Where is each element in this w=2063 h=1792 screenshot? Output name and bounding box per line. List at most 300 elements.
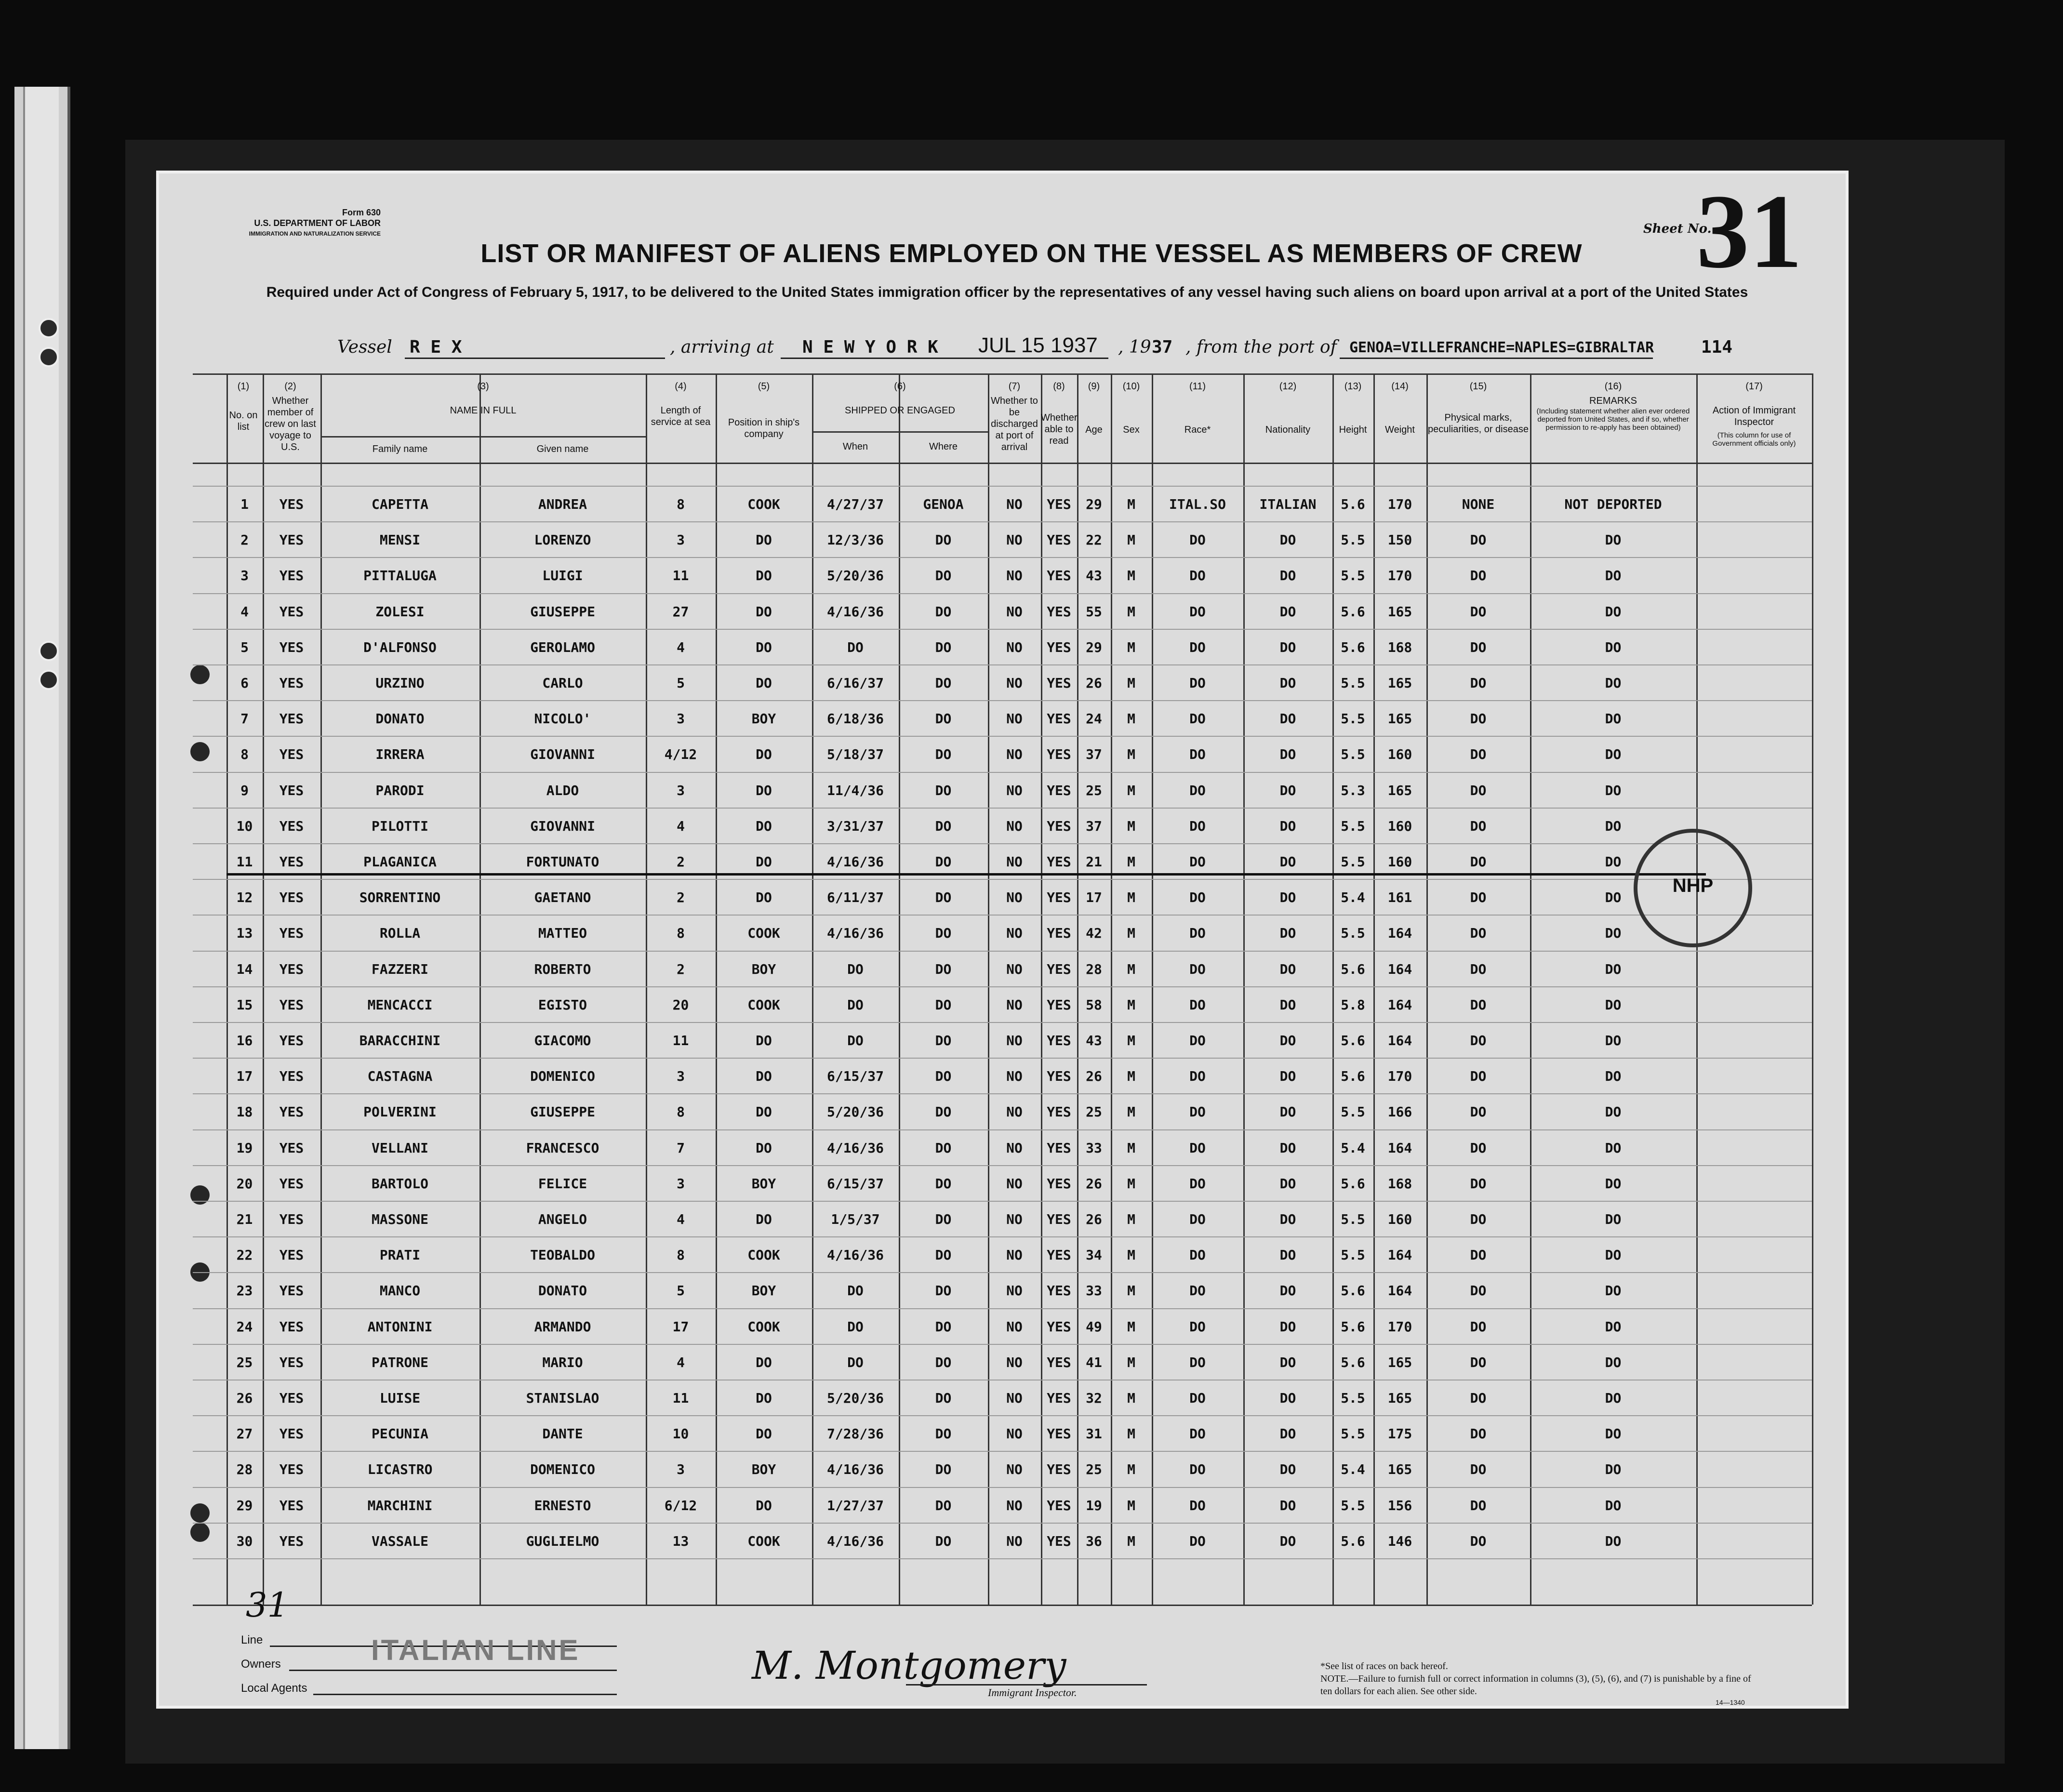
cell-given: LORENZO — [534, 532, 591, 548]
penalty-note: NOTE.—Failure to furnish full or correct information in columns (3), (5), (6), and (7) is punishable by a fine of ten dollars for each alien. See other side. — [1320, 1673, 1751, 1697]
cell-height: 5.6 — [1341, 961, 1365, 977]
cell-where: DO — [935, 1211, 952, 1227]
table-bottom-border — [193, 1605, 1812, 1606]
cell-where: DO — [935, 532, 952, 548]
cell-age: 29 — [1086, 639, 1102, 655]
table-header-border — [193, 463, 1812, 464]
row-divider — [193, 1022, 1812, 1023]
cell-discharged: NO — [1006, 639, 1023, 655]
cell-remarks: DO — [1605, 1211, 1622, 1227]
col2-label: Whether member of crew on last voyage to U.S. — [265, 396, 316, 452]
cell-read: YES — [1047, 1211, 1071, 1227]
cell-family: PRATI — [379, 1247, 421, 1263]
cell-when: 4/16/36 — [826, 1247, 884, 1263]
cell-read: YES — [1047, 711, 1071, 727]
cell-position: DO — [756, 818, 772, 834]
cell-marks: DO — [1470, 1283, 1487, 1299]
cell-weight: 164 — [1387, 1033, 1412, 1049]
cell-remarks: DO — [1605, 1033, 1622, 1049]
cell-position: DO — [756, 1354, 772, 1370]
cell-nationality: DO — [1279, 532, 1296, 548]
cell-marks: DO — [1470, 1318, 1487, 1335]
cell-discharged: NO — [1006, 961, 1023, 977]
cell-weight: 170 — [1387, 496, 1412, 512]
cell-nationality: DO — [1279, 675, 1296, 691]
cell-position: DO — [756, 1211, 772, 1227]
cell-read: YES — [1047, 1140, 1071, 1156]
cell-race: DO — [1189, 1497, 1206, 1513]
cell-given: ANGELO — [538, 1211, 587, 1227]
cell-discharged: NO — [1006, 1104, 1023, 1120]
cell-remarks: DO — [1605, 1533, 1622, 1549]
cell-no: 1 — [240, 496, 249, 512]
cell-read: YES — [1047, 854, 1071, 870]
cell-read: YES — [1047, 1318, 1071, 1335]
family-name-header: Family name — [372, 444, 428, 454]
inspector-label: Immigrant Inspector. — [988, 1686, 1077, 1699]
cell-family: BARACCHINI — [359, 1033, 441, 1049]
col14-label: Weight — [1385, 425, 1415, 435]
cell-discharged: NO — [1006, 1068, 1023, 1085]
name-subheader-line — [320, 436, 646, 438]
cell-given: CARLO — [542, 675, 583, 691]
cell-weight: 170 — [1387, 1318, 1412, 1335]
cell-height: 5.5 — [1341, 818, 1365, 834]
cell-weight: 168 — [1387, 639, 1412, 655]
cell-family: LUISE — [379, 1390, 421, 1406]
cell-given: ANDREA — [538, 496, 587, 512]
col9-label: Age — [1085, 425, 1103, 435]
cell-no: 21 — [236, 1211, 253, 1227]
cell-no: 14 — [236, 961, 253, 977]
form-code: 14—1340 — [1716, 1699, 1745, 1706]
cell-age: 26 — [1086, 1068, 1102, 1085]
cell-discharged: NO — [1006, 1426, 1023, 1442]
cell-race: DO — [1189, 675, 1206, 691]
cell-sex: M — [1127, 496, 1135, 512]
cell-sex: M — [1127, 818, 1135, 834]
cell-marks: DO — [1470, 1104, 1487, 1120]
cell-discharged: NO — [1006, 818, 1023, 834]
cell-marks: DO — [1470, 1426, 1487, 1442]
row-divider — [193, 1558, 1812, 1559]
cell-marks: DO — [1470, 675, 1487, 691]
cell-last: YES — [279, 1461, 304, 1478]
cell-race: DO — [1189, 1068, 1206, 1085]
cell-marks: DO — [1470, 1461, 1487, 1478]
cell-family: PILOTTI — [371, 818, 428, 834]
cell-given: DANTE — [542, 1426, 583, 1442]
cell-race: DO — [1189, 1461, 1206, 1478]
cell-sex: M — [1127, 1175, 1135, 1192]
cell-race: DO — [1189, 1140, 1206, 1156]
arriving-label: , arriving at — [670, 337, 774, 357]
cell-height: 5.6 — [1341, 639, 1365, 655]
cell-family: DONATO — [375, 711, 425, 727]
cell-family: CASTAGNA — [367, 1068, 433, 1085]
cell-position: DO — [756, 1033, 772, 1049]
cell-position: DO — [756, 568, 772, 584]
cell-family: ROLLA — [379, 925, 421, 942]
year-prefix: , 19 — [1118, 337, 1151, 357]
cell-nationality: DO — [1279, 1175, 1296, 1192]
cell-service: 8 — [677, 1104, 685, 1120]
cell-when: 6/15/37 — [826, 1175, 884, 1192]
cell-when: DO — [847, 1283, 864, 1299]
cell-where: DO — [935, 1104, 952, 1120]
cell-where: DO — [935, 925, 952, 942]
from-port-label: , from the port of — [1185, 337, 1337, 357]
cell-last: YES — [279, 1533, 304, 1549]
cell-service: 8 — [677, 925, 685, 942]
binder-hole — [39, 670, 59, 690]
cell-age: 58 — [1086, 996, 1102, 1013]
cell-discharged: NO — [1006, 1247, 1023, 1263]
cell-position: COOK — [747, 996, 780, 1013]
cell-nationality: DO — [1279, 711, 1296, 727]
cell-race: DO — [1189, 961, 1206, 977]
cell-race: DO — [1189, 782, 1206, 798]
cell-last: YES — [279, 496, 304, 512]
col9-num: (9) — [1088, 381, 1100, 392]
cell-where: DO — [935, 818, 952, 834]
cell-where: DO — [935, 1533, 952, 1549]
cell-where: DO — [935, 1068, 952, 1085]
cell-last: YES — [279, 603, 304, 620]
cell-weight: 156 — [1387, 1497, 1412, 1513]
cell-where: DO — [935, 603, 952, 620]
row-divider — [193, 1308, 1812, 1309]
cell-sex: M — [1127, 1283, 1135, 1299]
cell-marks: NONE — [1462, 496, 1495, 512]
col16-num: (16) — [1604, 381, 1622, 392]
cell-given: STANISLAO — [526, 1390, 599, 1406]
cell-age: 26 — [1086, 675, 1102, 691]
col15-num: (15) — [1469, 381, 1487, 392]
cell-sex: M — [1127, 854, 1135, 870]
cell-age: 32 — [1086, 1390, 1102, 1406]
row-divider — [193, 772, 1812, 773]
cell-nationality: DO — [1279, 1426, 1296, 1442]
col16-label: REMARKS — [1589, 396, 1637, 406]
cell-last: YES — [279, 675, 304, 691]
cell-last: YES — [279, 1140, 304, 1156]
cell-discharged: NO — [1006, 1318, 1023, 1335]
cell-discharged: NO — [1006, 889, 1023, 906]
cell-discharged: NO — [1006, 711, 1023, 727]
cell-read: YES — [1047, 1533, 1071, 1549]
cell-no: 26 — [236, 1390, 253, 1406]
cell-given: FELICE — [538, 1175, 587, 1192]
cell-marks: DO — [1470, 818, 1487, 834]
where-header: Where — [929, 441, 958, 452]
cell-sex: M — [1127, 1461, 1135, 1478]
cell-read: YES — [1047, 639, 1071, 655]
cell-weight: 165 — [1387, 711, 1412, 727]
cell-height: 5.6 — [1341, 1068, 1365, 1085]
cell-age: 36 — [1086, 1533, 1102, 1549]
cell-read: YES — [1047, 1390, 1071, 1406]
cell-family: LICASTRO — [367, 1461, 433, 1478]
cell-weight: 165 — [1387, 1461, 1412, 1478]
col16-sub: (Including statement whether alien ever ordered deported from United States, and if so, whether permission to re-apply has been obtained) — [1536, 407, 1690, 432]
page-subtitle: Required under Act of Congress of February 5, 1917, to be delivered to the United States immigration officer by the representatives of any vessel having such aliens on board upon arrival at a port of the United States — [266, 284, 1748, 300]
cell-weight: 168 — [1387, 1175, 1412, 1192]
cell-height: 5.6 — [1341, 603, 1365, 620]
cell-sex: M — [1127, 675, 1135, 691]
row-divider — [193, 521, 1812, 522]
cell-marks: DO — [1470, 639, 1487, 655]
cell-race: DO — [1189, 1426, 1206, 1442]
cell-service: 6/12 — [664, 1497, 697, 1513]
cell-read: YES — [1047, 1247, 1071, 1263]
cell-no: 24 — [236, 1318, 253, 1335]
cell-position: BOY — [751, 961, 776, 977]
cell-marks: DO — [1470, 1068, 1487, 1085]
col14-num: (14) — [1391, 381, 1409, 392]
cell-given: GIOVANNI — [530, 746, 595, 763]
cell-when: 4/16/36 — [826, 1461, 884, 1478]
cell-read: YES — [1047, 1426, 1071, 1442]
cell-discharged: NO — [1006, 1497, 1023, 1513]
col13-label: Height — [1339, 425, 1367, 435]
cell-last: YES — [279, 639, 304, 655]
stamp-initials: NHP — [1672, 875, 1714, 896]
cell-last: YES — [279, 1283, 304, 1299]
cell-last: YES — [279, 1497, 304, 1513]
cell-no: 19 — [236, 1140, 253, 1156]
row-divider — [193, 879, 1812, 880]
arrival-port: N E W Y O R K — [802, 337, 938, 357]
cell-discharged: NO — [1006, 925, 1023, 942]
cell-height: 5.3 — [1341, 782, 1365, 798]
col12-label: Nationality — [1265, 425, 1311, 435]
cell-position: DO — [756, 782, 772, 798]
cell-family: D'ALFONSO — [363, 639, 437, 655]
row-divider — [193, 629, 1812, 630]
cell-given: NICOLO' — [534, 711, 591, 727]
cell-last: YES — [279, 996, 304, 1013]
cell-last: YES — [279, 1318, 304, 1335]
cell-last: YES — [279, 818, 304, 834]
cell-family: FAZZERI — [371, 961, 428, 977]
cell-weight: 160 — [1387, 1211, 1412, 1227]
cell-weight: 166 — [1387, 1104, 1412, 1120]
cell-nationality: DO — [1279, 1533, 1296, 1549]
cell-when: 4/16/36 — [826, 925, 884, 942]
cell-remarks: DO — [1605, 1175, 1622, 1192]
cell-read: YES — [1047, 1461, 1071, 1478]
cell-read: YES — [1047, 1497, 1071, 1513]
cell-marks: DO — [1470, 996, 1487, 1013]
cell-no: 22 — [236, 1247, 253, 1263]
cell-position: DO — [756, 746, 772, 763]
cell-no: 3 — [240, 568, 249, 584]
cell-given: GAETANO — [534, 889, 591, 906]
department-name: U.S. DEPARTMENT OF LABOR — [254, 218, 381, 228]
cell-height: 5.6 — [1341, 496, 1365, 512]
col10-num: (10) — [1122, 381, 1140, 392]
cell-age: 19 — [1086, 1497, 1102, 1513]
cell-position: BOY — [751, 1461, 776, 1478]
cell-where: DO — [935, 782, 952, 798]
cell-height: 5.5 — [1341, 532, 1365, 548]
cell-family: PECUNIA — [371, 1426, 428, 1442]
cell-sex: M — [1127, 568, 1135, 584]
punch-hole — [190, 665, 210, 684]
cell-sex: M — [1127, 782, 1135, 798]
cell-marks: DO — [1470, 1354, 1487, 1370]
departure-ports: GENOA=VILLEFRANCHE=NAPLES=GIBRALTAR — [1349, 339, 1654, 356]
cell-last: YES — [279, 532, 304, 548]
cell-height: 5.6 — [1341, 1318, 1365, 1335]
cell-read: YES — [1047, 1354, 1071, 1370]
cell-height: 5.5 — [1341, 854, 1365, 870]
cell-where: DO — [935, 961, 952, 977]
cell-age: 37 — [1086, 818, 1102, 834]
form-number: Form 630 — [342, 208, 381, 217]
cell-age: 37 — [1086, 746, 1102, 763]
cell-where: DO — [935, 746, 952, 763]
cell-age: 43 — [1086, 568, 1102, 584]
cell-position: COOK — [747, 1318, 780, 1335]
cell-read: YES — [1047, 1104, 1071, 1120]
cell-given: ROBERTO — [534, 961, 591, 977]
cell-no: 6 — [240, 675, 249, 691]
cell-sex: M — [1127, 1140, 1135, 1156]
cell-remarks: DO — [1605, 1140, 1622, 1156]
cell-race: DO — [1189, 996, 1206, 1013]
row-divider — [193, 843, 1812, 844]
handwritten-count: 31 — [246, 1585, 289, 1625]
cell-race: DO — [1189, 1390, 1206, 1406]
cell-service: 3 — [677, 1068, 685, 1085]
row-divider — [193, 1380, 1812, 1381]
cell-remarks: DO — [1605, 889, 1622, 906]
cell-age: 25 — [1086, 1461, 1102, 1478]
cell-weight: 165 — [1387, 1354, 1412, 1370]
cell-read: YES — [1047, 746, 1071, 763]
cell-service: 3 — [677, 1461, 685, 1478]
cell-where: DO — [935, 1283, 952, 1299]
cell-given: TEOBALDO — [530, 1247, 595, 1263]
cell-when: DO — [847, 1318, 864, 1335]
race-note: *See list of races on back hereof. — [1320, 1661, 1448, 1672]
cell-height: 5.5 — [1341, 746, 1365, 763]
cell-when: DO — [847, 1033, 864, 1049]
col3-label: NAME IN FULL — [450, 405, 517, 416]
cell-age: 49 — [1086, 1318, 1102, 1335]
signature-underline — [906, 1684, 1147, 1686]
cell-where: DO — [935, 1426, 952, 1442]
cell-given: GUGLIELMO — [526, 1533, 599, 1549]
cell-marks: DO — [1470, 1390, 1487, 1406]
cell-discharged: NO — [1006, 1354, 1023, 1370]
cell-given: GIUSEPPE — [530, 603, 595, 620]
cell-nationality: DO — [1279, 1247, 1296, 1263]
cell-height: 5.5 — [1341, 711, 1365, 727]
cell-where: DO — [935, 1354, 952, 1370]
cell-service: 4/12 — [664, 746, 697, 763]
cell-age: 17 — [1086, 889, 1102, 906]
cell-last: YES — [279, 782, 304, 798]
strikethrough-line — [226, 873, 1706, 876]
cell-no: 9 — [240, 782, 249, 798]
cell-height: 5.4 — [1341, 1140, 1365, 1156]
cell-remarks: DO — [1605, 675, 1622, 691]
cell-discharged: NO — [1006, 496, 1023, 512]
cell-last: YES — [279, 568, 304, 584]
cell-sex: M — [1127, 1247, 1135, 1263]
cell-marks: DO — [1470, 1140, 1487, 1156]
row-divider — [193, 1272, 1812, 1273]
cell-height: 5.6 — [1341, 1354, 1365, 1370]
cell-given: GIOVANNI — [530, 818, 595, 834]
cell-position: DO — [756, 639, 772, 655]
cell-sex: M — [1127, 746, 1135, 763]
cell-when: 4/16/36 — [826, 1533, 884, 1549]
row-divider — [193, 1201, 1812, 1202]
cell-where: DO — [935, 1140, 952, 1156]
sheet-number-label: Sheet No. — [1643, 222, 1712, 236]
cell-service: 11 — [672, 568, 689, 584]
cell-no: 13 — [236, 925, 253, 942]
cell-nationality: DO — [1279, 639, 1296, 655]
cell-last: YES — [279, 889, 304, 906]
cell-where: DO — [935, 1033, 952, 1049]
cell-sex: M — [1127, 1497, 1135, 1513]
cell-age: 33 — [1086, 1283, 1102, 1299]
cell-read: YES — [1047, 818, 1071, 834]
cell-sex: M — [1127, 996, 1135, 1013]
cell-given: DONATO — [538, 1283, 587, 1299]
cell-height: 5.5 — [1341, 925, 1365, 942]
cell-where: DO — [935, 889, 952, 906]
cell-remarks: DO — [1605, 711, 1622, 727]
cell-height: 5.4 — [1341, 1461, 1365, 1478]
cell-service: 20 — [672, 996, 689, 1013]
cell-nationality: DO — [1279, 1497, 1296, 1513]
cell-marks: DO — [1470, 889, 1487, 906]
cell-read: YES — [1047, 996, 1071, 1013]
row-divider — [193, 1129, 1812, 1130]
cell-weight: 161 — [1387, 889, 1412, 906]
col10-label: Sex — [1123, 425, 1140, 435]
cell-sex: M — [1127, 532, 1135, 548]
cell-remarks: NOT DEPORTED — [1564, 496, 1662, 512]
cell-remarks: DO — [1605, 1426, 1622, 1442]
cell-nationality: DO — [1279, 1211, 1296, 1227]
cell-where: DO — [935, 854, 952, 870]
cell-remarks: DO — [1605, 782, 1622, 798]
given-name-header: Given name — [536, 444, 589, 454]
cell-given: ARMANDO — [534, 1318, 591, 1335]
cell-marks: DO — [1470, 746, 1487, 763]
cell-weight: 175 — [1387, 1426, 1412, 1442]
cell-read: YES — [1047, 532, 1071, 548]
cell-sex: M — [1127, 1068, 1135, 1085]
cell-no: 20 — [236, 1175, 253, 1192]
cell-weight: 164 — [1387, 961, 1412, 977]
cell-no: 10 — [236, 818, 253, 834]
cell-height: 5.6 — [1341, 1175, 1365, 1192]
row-divider — [193, 1451, 1812, 1452]
col11-num: (11) — [1189, 381, 1206, 392]
cell-service: 11 — [672, 1390, 689, 1406]
cell-where: DO — [935, 1461, 952, 1478]
cell-race: DO — [1189, 1033, 1206, 1049]
cell-marks: DO — [1470, 1533, 1487, 1549]
